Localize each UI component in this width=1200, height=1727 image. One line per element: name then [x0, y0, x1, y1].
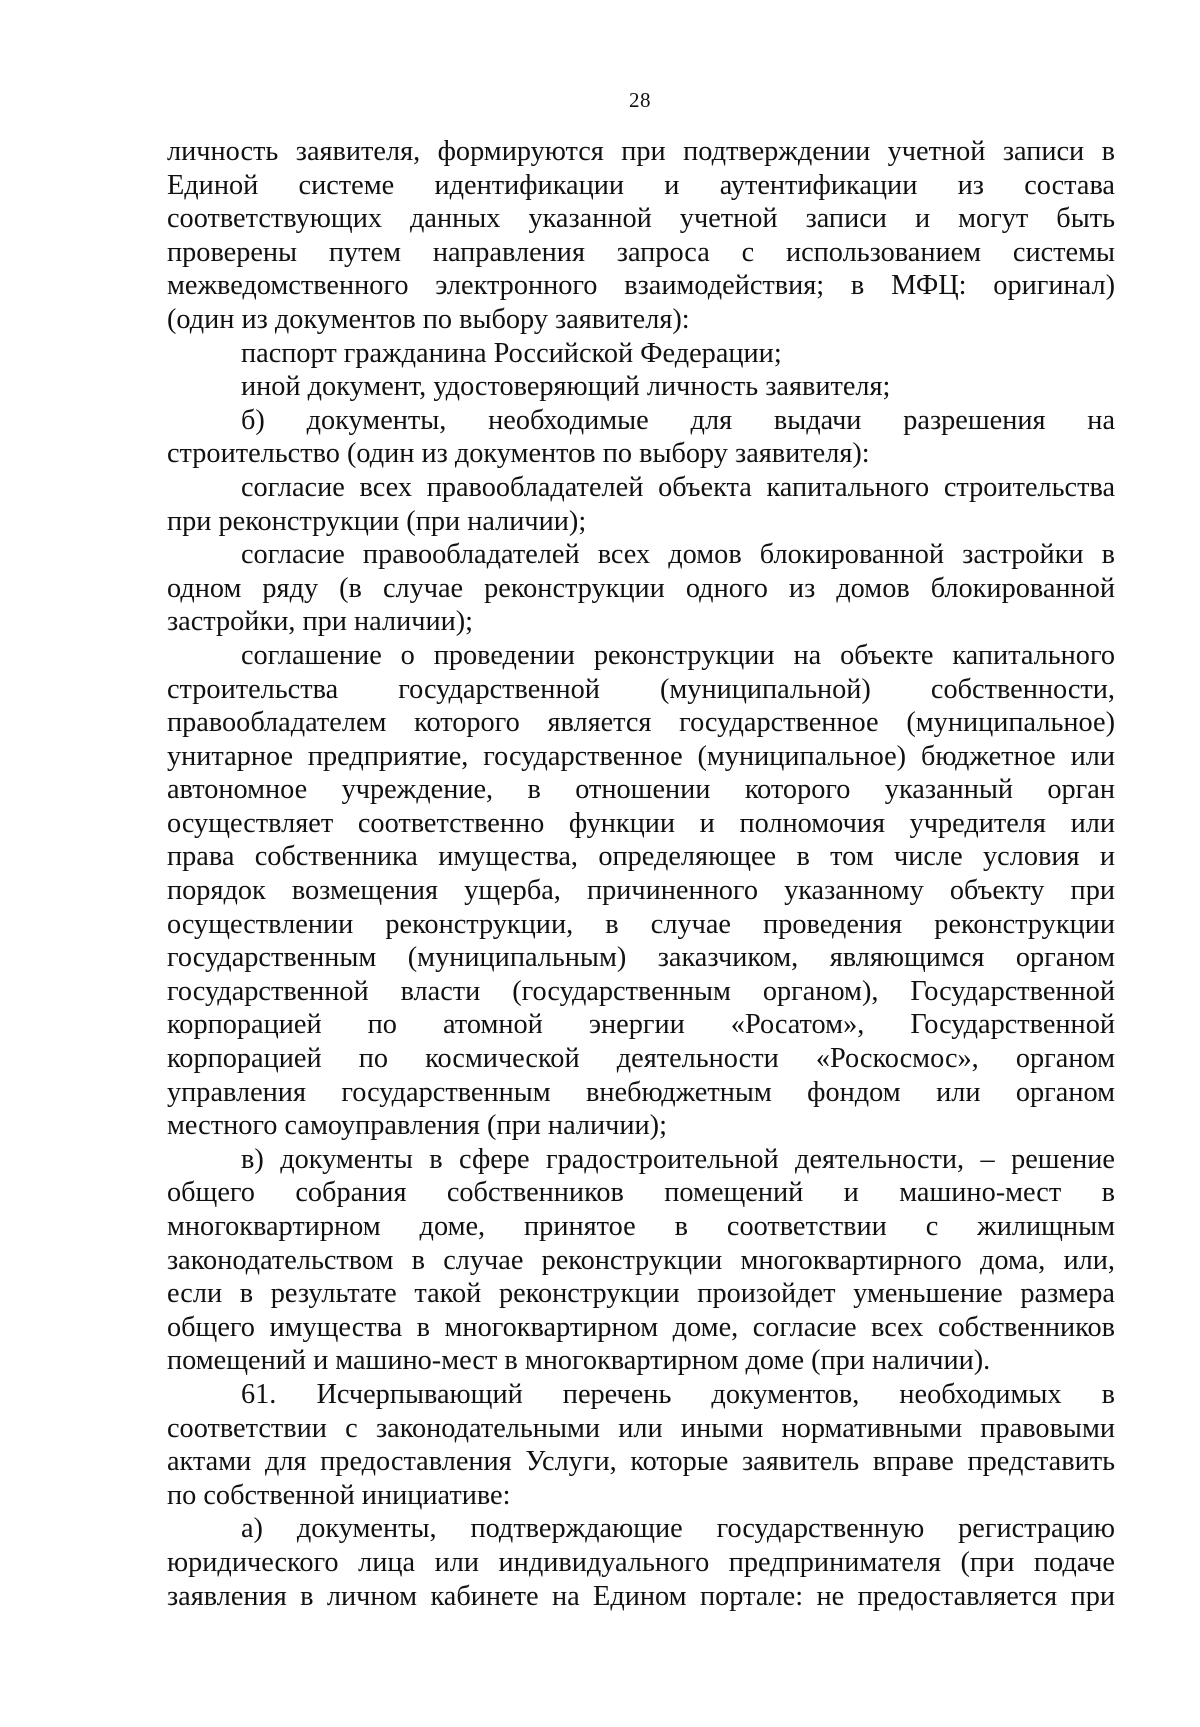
- text-line: проверены путем направления запроса с использованием системы: [167, 236, 1115, 268]
- text-line: (один из документов по выбору заявителя):: [167, 303, 690, 335]
- text-line: права собственника имущества, определяющее в том числе условия и: [167, 841, 1115, 873]
- text-line: корпорацией по космической деятельности «Роскосмос», органом: [167, 1043, 1115, 1075]
- text-line: строительства государственной (муниципальной) собственности,: [167, 673, 1115, 705]
- text-line: автономное учреждение, в отношении которого указанный орган: [167, 774, 1115, 806]
- text-line: если в результате такой реконструкции произойдет уменьшение размера: [167, 1278, 1115, 1310]
- text-line: соглашение о проведении реконструкции на объекте капитального: [241, 639, 1115, 671]
- text-line: государственным (муниципальным) заказчиком, являющимся органом: [167, 942, 1115, 974]
- text-line: согласие всех правообладателей объекта капитального строительства: [241, 471, 1115, 503]
- text-line: согласие правообладателей всех домов блокированной застройки в: [241, 539, 1115, 571]
- text-line: межведомственного электронного взаимодействия; в МФЦ: оригинал): [167, 270, 1115, 302]
- text-line: осуществляет соответственно функции и полномочия учредителя или: [167, 807, 1115, 839]
- text-line: при реконструкции (при наличии);: [167, 505, 587, 537]
- text-line: актами для предоставления Услуги, которые заявитель вправе представить: [167, 1446, 1115, 1478]
- text-line: государственной власти (государственным органом), Государственной: [167, 975, 1115, 1007]
- text-line: личность заявителя, формируются при подтверждении учетной записи в: [167, 136, 1115, 167]
- text-line: помещений и машино-мест в многоквартирном доме (при наличии).: [167, 1345, 991, 1377]
- text-line: соответствии с законодательными или иными нормативными правовыми: [167, 1412, 1115, 1444]
- text-line: многоквартирном доме, принятое в соответствии с жилищным: [167, 1211, 1115, 1242]
- text-line: Единой системе идентификации и аутентификации из состава: [167, 169, 1115, 201]
- text-line: а) документы, подтверждающие государственную регистрацию: [241, 1513, 1115, 1545]
- text-line: застройки, при наличии);: [167, 606, 474, 638]
- text-line: правообладателем которого является государственное (муниципальное): [167, 707, 1115, 739]
- text-line: управления государственным внебюджетным фондом или органом: [167, 1076, 1115, 1108]
- text-line: строительство (один из документов по выбору заявителя):: [167, 438, 870, 470]
- page-number: 28: [629, 88, 651, 112]
- text-line: местного самоуправления (при наличии);: [167, 1110, 667, 1142]
- text-line: б) документы, необходимые для выдачи разрешения на: [241, 404, 1115, 436]
- text-line: порядок возмещения ущерба, причиненного указанному объекту при: [167, 875, 1115, 907]
- text-line: иной документ, удостоверяющий личность заявителя;: [241, 371, 891, 403]
- text-line: паспорт гражданина Российской Федерации;: [241, 337, 782, 369]
- text-line: общего собрания собственников помещений и машино-мест в: [167, 1177, 1115, 1209]
- document-body: [167, 135, 1115, 1613]
- text-line: законодательством в случае реконструкции многоквартирного дома, или,: [167, 1244, 1115, 1276]
- text-line: соответствующих данных указанной учетной записи и могут быть: [167, 203, 1115, 235]
- text-line: одном ряду (в случае реконструкции одного из домов блокированной: [167, 572, 1115, 604]
- text-line: в) документы в сфере градостроительной деятельности, – решение: [241, 1143, 1115, 1175]
- text-line: юридического лица или индивидуального предпринимателя (при подаче: [167, 1546, 1115, 1578]
- text-line: корпорацией по атомной энергии «Росатом», Государственной: [167, 1009, 1115, 1041]
- text-line: общего имущества в многоквартирном доме, согласие всех собственников: [167, 1311, 1115, 1343]
- text-line: заявления в личном кабинете на Едином портале: не предоставляется при: [167, 1580, 1115, 1612]
- text-line: по собственной инициативе:: [167, 1479, 511, 1511]
- text-line: 61. Исчерпывающий перечень документов, необходимых в: [241, 1378, 1115, 1410]
- text-line: осуществлении реконструкции, в случае проведения реконструкции: [167, 908, 1115, 940]
- text-line: унитарное предприятие, государственное (муниципальное) бюджетное или: [167, 740, 1115, 772]
